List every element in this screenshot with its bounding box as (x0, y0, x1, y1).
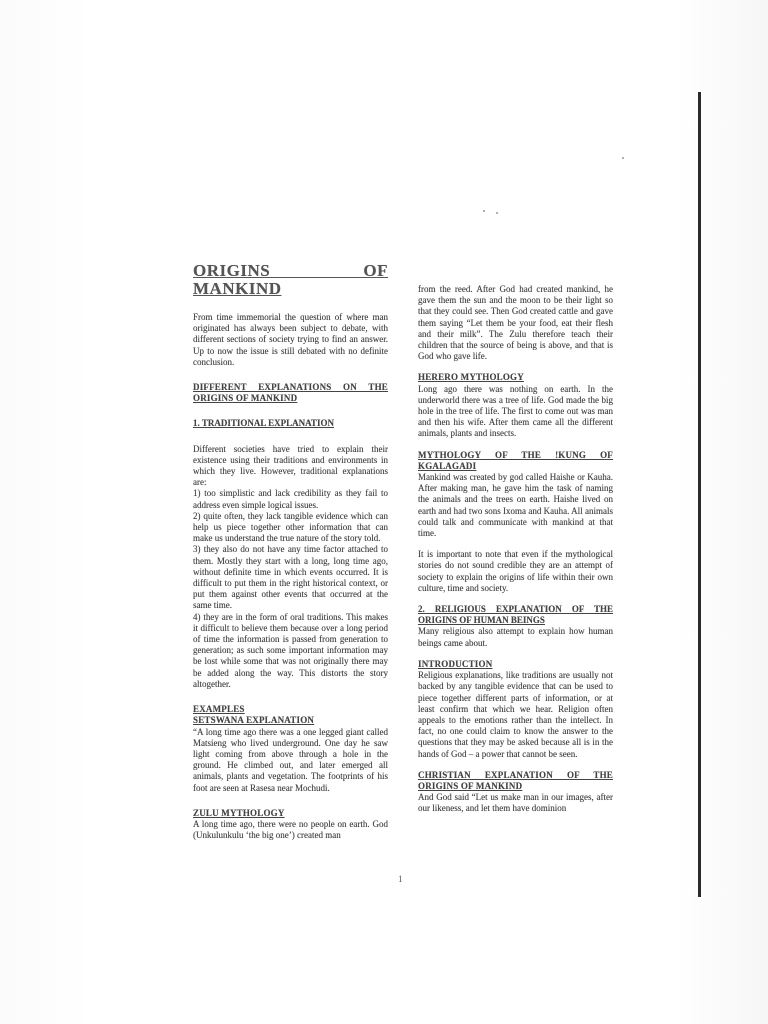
religious-heading: 2. RELIGIOUS EXPLANATION OF THE ORIGINS OF HUMAN BEINGS (418, 604, 613, 626)
page-edge-shadow (698, 92, 701, 897)
examples-heading: EXAMPLES (193, 704, 245, 715)
scan-speck (622, 157, 624, 159)
section-heading: DIFFERENT EXPLANATIONS ON THE ORIGINS OF MANKIND (193, 382, 388, 404)
kung-paragraph: Mankind was created by god called Haishe or Kauha. After making man, he gave him the task of naming the animals and the trees on earth. Haishe lived on earth and had two sons Ixoma and Kauha. All animals could talk and communicate with mankind at that time. (418, 472, 613, 539)
kung-heading: MYTHOLOGY OF THE !KUNG OF KGALAGADI (418, 449, 613, 471)
traditional-point-3: 3) they also do not have any time factor attached to them. Mostly they start with a long, long time ago, without definite time in which events occurred. It is difficult to put them in the right historical context, or put them against other events that occurred at the same time. (193, 544, 388, 611)
page-number: 1 (398, 874, 403, 884)
introduction-paragraph: Religious explanations, like traditions are usually not backed by any tangible evidence that can be used to piece together different parts of information, or at least confirm that which we hear. Religion often appeals to the emotions rather than the intellect. In fact, no one could claim to know the answer to the questions that they may be asked because all is in the hands of God – a power that cannot be seen. (418, 670, 613, 759)
zulu-paragraph: A long time ago, there were no people on earth. God (Unkulunkulu ‘the big one’) created man (193, 818, 388, 841)
zulu-continued-paragraph: from the reed. After God had created mankind, he gave them the sun and the moon to be their light so that they could see. Then God created cattle and gave them saying “Let them be your food, eat their flesh and their milk”. The Zulu therefore teach their children that the source of being is above, and that is God who gave life. (418, 284, 613, 362)
introduction-heading: INTRODUCTION (418, 658, 493, 669)
herero-heading: HERERO MYTHOLOGY (418, 372, 524, 383)
left-column (193, 262, 388, 841)
herero-paragraph: Long ago there was nothing on earth. In the underworld there was a tree of life. God made the big hole in the tree of life. The first to come out was man and then his wife. After them came all the different animals, plants and insects. (418, 383, 613, 439)
intro-paragraph: From time immemorial the question of where man originated has always been subject to debate, with different sections of society trying to find an answer. Up to now the issue is still debated with no definite conclusion. (193, 312, 388, 367)
traditional-heading: 1. TRADITIONAL EXPLANATION (193, 418, 334, 429)
scan-speck (496, 212, 498, 214)
religious-paragraph: Many religious also attempt to explain how human beings came about. (418, 626, 613, 648)
document-title: ORIGINS OF MANKIND (193, 261, 388, 298)
traditional-intro: Different societies have tried to explain their existence using their traditions and environments in which they live. However, traditional explanations are: (193, 443, 388, 488)
traditional-point-1: 1) too simplistic and lack credibility as they fail to address even simple logical issues. (193, 488, 388, 510)
setswana-heading: SETSWANA EXPLANATION (193, 715, 315, 726)
scan-speck (483, 210, 485, 212)
zulu-heading: ZULU MYTHOLOGY (193, 807, 285, 818)
setswana-paragraph: “A long time ago there was a one legged giant called Matsieng who lived underground. One day he saw light coming from above through a hole in the ground. He climbed out, and later emerged all animals, plants and vegetation. The footprints of his foot are seen at Rasesa near Mochudi. (193, 726, 388, 793)
traditional-point-2: 2) quite often, they lack tangible evidence which can help us piece together other information that can make us understand the true nature of the story told. (193, 510, 388, 544)
traditional-point-4: 4) they are in the form of oral traditions. This makes it difficult to believe them because over a long period of time the information is passed from generation to generation; as such some important information may be lost while some that was not originally there may be added along the way. This distorts the story altogether. (193, 611, 388, 689)
christian-paragraph: And God said “Let us make man in our images, after our likeness, and let them have dominion (418, 792, 613, 814)
right-column (418, 284, 613, 815)
note-paragraph: It is important to note that even if the mythological stories do not sound credible they are an attempt of society to explain the origins of life within their own culture, time and society. (418, 549, 613, 593)
christian-heading: CHRISTIAN EXPLANATION OF THE ORIGINS OF MANKIND (418, 769, 613, 791)
